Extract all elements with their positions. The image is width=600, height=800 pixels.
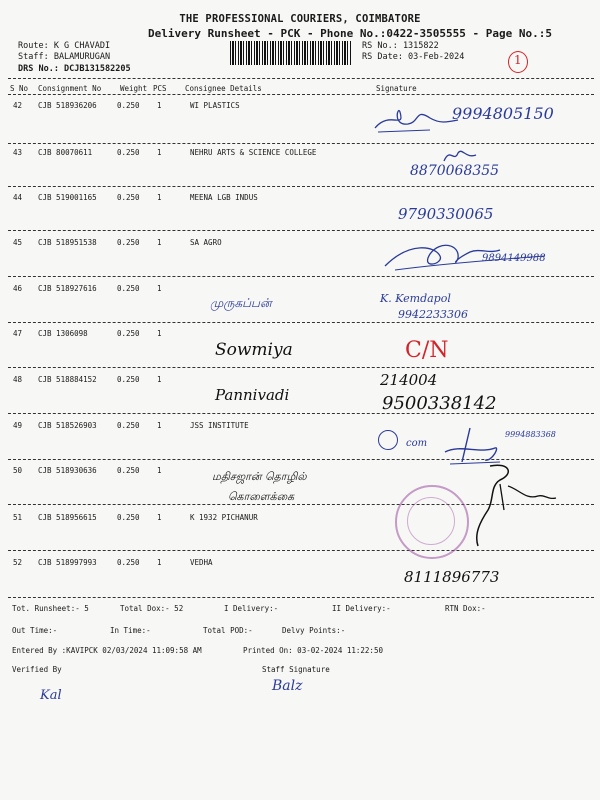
rs-date: RS Date: 03-Feb-2024 bbox=[362, 52, 465, 62]
row-weight: 0.250 bbox=[117, 329, 140, 338]
signature-scribble-42 bbox=[370, 100, 460, 140]
row-sno: 42 bbox=[13, 101, 23, 110]
row-rule bbox=[8, 230, 594, 231]
row-sno: 48 bbox=[13, 375, 23, 384]
i-delivery: I Delivery:- bbox=[224, 604, 279, 613]
mark-handwritten-49: com bbox=[406, 438, 428, 449]
row-weight: 0.250 bbox=[117, 421, 140, 430]
barcode-image bbox=[230, 41, 352, 65]
row-rule bbox=[8, 143, 594, 144]
row-weight: 0.250 bbox=[117, 513, 140, 522]
row-consignee: K 1932 PICHANUR bbox=[190, 513, 258, 522]
row-sno: 44 bbox=[13, 193, 23, 202]
row-sno: 43 bbox=[13, 148, 23, 157]
row-pcs: 1 bbox=[157, 238, 162, 247]
phone-handwritten-42: 9994805150 bbox=[452, 104, 554, 123]
row-consignment: CJB 518956615 bbox=[38, 513, 97, 522]
row-sno: 52 bbox=[13, 558, 23, 567]
phone-handwritten-52: 8111896773 bbox=[404, 568, 500, 586]
name-handwritten-48: Pannivadi bbox=[215, 386, 290, 404]
col-weight: Weight bbox=[120, 84, 148, 93]
row-consignment: CJB 518884152 bbox=[38, 375, 97, 384]
row-consignment: CJB 518930636 bbox=[38, 466, 97, 475]
printed-on: Printed On: 03-02-2024 11:22:50 bbox=[243, 646, 383, 655]
phone-handwritten-48: 9500338142 bbox=[382, 393, 497, 414]
rtn-dox: RTN Dox:- bbox=[445, 604, 486, 613]
row-pcs: 1 bbox=[157, 148, 162, 157]
row-pcs: 1 bbox=[157, 329, 162, 338]
row-consignment: CJB 518951538 bbox=[38, 238, 97, 247]
verified-by-label: Verified By bbox=[12, 665, 62, 674]
header-rule-top bbox=[8, 78, 594, 79]
ii-delivery: II Delivery:- bbox=[332, 604, 391, 613]
name-handwritten-47: Sowmiya bbox=[215, 340, 293, 360]
row-rule bbox=[8, 413, 594, 414]
row-consignee: WI PLASTICS bbox=[190, 101, 240, 110]
verified-signature: Kal bbox=[40, 688, 62, 703]
row-pcs: 1 bbox=[157, 375, 162, 384]
staff-signature: Balz bbox=[272, 678, 303, 694]
col-signature: Signature bbox=[376, 84, 417, 93]
drs-number: DRS No.: DCJB131582205 bbox=[18, 64, 131, 74]
row-weight: 0.250 bbox=[117, 193, 140, 202]
phone-handwritten-44: 9790330065 bbox=[398, 205, 494, 223]
phone-handwritten-49: 9994883368 bbox=[505, 430, 556, 439]
code-handwritten-48: 214004 bbox=[380, 371, 438, 389]
row-weight: 0.250 bbox=[117, 148, 140, 157]
signature-handwritten-46: K. Kemdapol bbox=[380, 292, 451, 305]
row-pcs: 1 bbox=[157, 421, 162, 430]
row-rule bbox=[8, 367, 594, 368]
col-consignee: Consignee Details bbox=[185, 84, 262, 93]
phone-handwritten-46: 9942233306 bbox=[398, 308, 468, 321]
row-consignee: MEENA LGB INDUS bbox=[190, 193, 258, 202]
row-weight: 0.250 bbox=[117, 466, 140, 475]
row-consignee: SA AGRO bbox=[190, 238, 222, 247]
entered-by: Entered By :KAVIPCK 02/03/2024 11:09:58 AM bbox=[12, 646, 202, 655]
document-subtitle: Delivery Runsheet - PCK - Phone No.:0422-3505555 - Page No.:5 bbox=[148, 27, 552, 40]
row-rule bbox=[8, 550, 594, 551]
row-consignment: CJB 519001165 bbox=[38, 193, 97, 202]
tot-runsheet: Tot. Runsheet:- 5 bbox=[12, 604, 89, 613]
row-pcs: 1 bbox=[157, 284, 162, 293]
circled-one-49 bbox=[378, 430, 398, 450]
row-consignment: CJB 518927616 bbox=[38, 284, 97, 293]
phone-handwritten-43: 8870068355 bbox=[410, 163, 500, 179]
row-pcs: 1 bbox=[157, 513, 162, 522]
col-sno: S No bbox=[10, 84, 29, 93]
row-consignee: JSS INSTITUTE bbox=[190, 421, 249, 430]
row-pcs: 1 bbox=[157, 101, 162, 110]
document-title: THE PROFESSIONAL COURIERS, COIMBATORE bbox=[179, 13, 421, 25]
row-sno: 47 bbox=[13, 329, 23, 338]
col-pcs: PCS bbox=[153, 84, 167, 93]
row-consignment: CJB 1306098 bbox=[38, 329, 88, 338]
rs-number: RS No.: 1315822 bbox=[362, 41, 439, 51]
row-rule bbox=[8, 186, 594, 187]
row-sno: 51 bbox=[13, 513, 23, 522]
row-sno: 50 bbox=[13, 466, 23, 475]
cn-mark-47: C/N bbox=[405, 338, 449, 363]
row-pcs: 1 bbox=[157, 466, 162, 475]
route-label: Route: K G CHAVADI bbox=[18, 41, 111, 51]
row-consignment: CJB 80070611 bbox=[38, 148, 93, 157]
row-weight: 0.250 bbox=[117, 558, 140, 567]
row-rule bbox=[8, 276, 594, 277]
row-consignee: VEDHA bbox=[190, 558, 213, 567]
row-weight: 0.250 bbox=[117, 101, 140, 110]
signature-scribble-50 bbox=[470, 460, 560, 550]
row-rule bbox=[8, 322, 594, 323]
phone-handwritten-45: 9894149988 bbox=[482, 253, 546, 264]
company-seal-stamp bbox=[395, 485, 469, 559]
row-pcs: 1 bbox=[157, 193, 162, 202]
row-sno: 46 bbox=[13, 284, 23, 293]
staff-signature-label: Staff Signature bbox=[262, 665, 330, 674]
row-consignment: CJB 518997993 bbox=[38, 558, 97, 567]
staff-label: Staff: BALAMURUGAN bbox=[18, 52, 111, 62]
delvy-points: Delvy Points:- bbox=[282, 626, 346, 635]
in-time: In Time:- bbox=[110, 626, 151, 635]
row-pcs: 1 bbox=[157, 558, 162, 567]
name2-handwritten-50: கொளைக்கை bbox=[228, 490, 295, 503]
name-handwritten-50: மதிசஜான் தொழில் bbox=[212, 470, 307, 483]
total-dox: Total Dox:- 52 bbox=[120, 604, 184, 613]
row-weight: 0.250 bbox=[117, 284, 140, 293]
total-pod: Total POD:- bbox=[203, 626, 253, 635]
row-weight: 0.250 bbox=[117, 238, 140, 247]
row-sno: 45 bbox=[13, 238, 23, 247]
row-consignee: NEHRU ARTS & SCIENCE COLLEGE bbox=[190, 148, 317, 157]
row-consignment: CJB 518526903 bbox=[38, 421, 97, 430]
name-handwritten-46: முருகப்பன் bbox=[210, 296, 272, 310]
row-consignment: CJB 518936206 bbox=[38, 101, 97, 110]
row-rule bbox=[8, 597, 594, 598]
col-consignment: Consignment No bbox=[38, 84, 102, 93]
out-time: Out Time:- bbox=[12, 626, 58, 635]
header-rule-bottom bbox=[8, 94, 594, 95]
row-weight: 0.250 bbox=[117, 375, 140, 384]
page-mark: 1 bbox=[514, 53, 522, 67]
row-sno: 49 bbox=[13, 421, 23, 430]
